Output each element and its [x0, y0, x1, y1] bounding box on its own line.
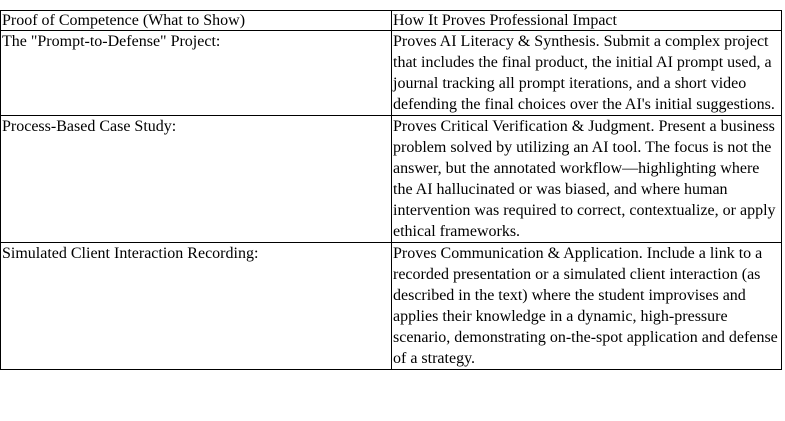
table-row: [1, 243, 782, 370]
proof-cell: The "Prompt-to-Defense" Project:: [1, 31, 392, 116]
competence-table: [0, 10, 782, 370]
impact-cell: Proves Communication & Application. Include a link to a recorded presentation or a simulated client interaction (as described in the text) where the student improvises and applies their knowledge in a dynamic, high-pressure scenario, demonstrating on-the-spot application and defense of a strategy.: [392, 243, 782, 370]
impact-cell: Proves Critical Verification & Judgment. Present a business problem solved by utilizing an AI tool. The focus is not the answer, but the annotated workflow—highlighting where the AI hallucinated or was biased, and where human intervention was required to correct, contextualize, or apply ethical frameworks.: [392, 116, 782, 243]
impact-cell: Proves AI Literacy & Synthesis. Submit a complex project that includes the final product, the initial AI prompt used, a journal tracking all prompt iterations, and a short video defending the final choices over the AI's initial suggestions.: [392, 31, 782, 116]
table-row: [1, 116, 782, 243]
proof-cell: Simulated Client Interaction Recording:: [1, 243, 392, 370]
table-header-row: [1, 11, 782, 31]
table-row: [1, 31, 782, 116]
proof-cell: Process-Based Case Study:: [1, 116, 392, 243]
column-header-proof: Proof of Competence (What to Show): [1, 11, 392, 31]
column-header-impact: How It Proves Professional Impact: [392, 11, 782, 31]
